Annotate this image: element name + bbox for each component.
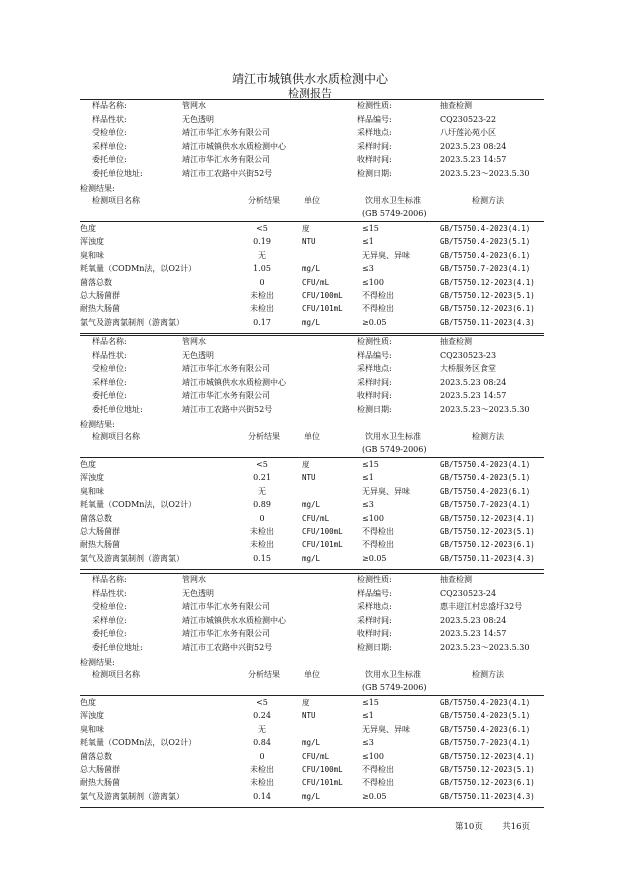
table-row-result: 0 [259,277,265,287]
table-row-standard: ≤1 [362,711,374,721]
page-footer [455,820,530,832]
table-row-unit: CFU/100mL [302,765,343,774]
field-value: 靖江市华汇水务有限公司 [182,391,270,401]
field-value: 2023.5.23 08:24 [440,377,507,387]
table-row-item: 总大肠菌群 [80,291,120,300]
table-row-standard: ≤15 [362,460,379,469]
field-value: 靖江市工农路中兴街52号 [182,169,273,178]
table-row-result: <5 [256,224,268,233]
table-row-unit: mg/L [302,500,321,510]
field-value: 抽查检测 [440,101,472,110]
table-row-item: 色度 [80,460,96,469]
field-label: 样品性状: [92,588,127,598]
table-row-item: 浑浊度 [80,473,104,483]
table-row-standard: ≥0.05 [362,553,387,563]
table-row-unit: CFU/mL [302,751,330,761]
table-row-result: 0.17 [253,317,271,327]
field-label: 检测性质: [357,337,392,346]
field-label: 收样时间: [357,155,392,165]
field-label: 样品名称: [92,575,127,584]
table-row-method: GB/T5750.12-2023(6.1) [440,778,535,788]
table-row-method: GB/T5750.7-2023(4.1) [440,500,531,510]
table-row-standard: 无异臭、异味 [362,486,410,496]
field-value: 靖江市华汇水务有限公司 [182,602,270,612]
col-header-method: 检测方法 [472,432,504,441]
table-row-result: 0.19 [253,237,271,247]
table-row-unit: NTU [302,711,316,721]
table-row-method: GB/T5750.12-2023(4.1) [440,513,535,523]
table-row-method: GB/T5750.4-2023(6.1) [440,250,531,260]
table-row-standard: ≤100 [362,513,384,523]
field-label: 采样时间: [357,141,392,151]
table-row-unit: CFU/101mL [302,540,343,550]
field-label: 检测日期: [357,169,392,178]
table-row-result: 0.21 [253,473,271,483]
table-row-standard: ≥0.05 [362,791,387,801]
col-header-unit: 单位 [304,670,320,679]
table-row-unit: mg/L [302,317,321,327]
table-row-item: 总大肠菌群 [80,527,120,536]
table-row-result: <5 [256,460,268,469]
field-label: 收样时间: [357,391,392,401]
table-row-item: 菌落总数 [80,751,112,761]
field-label: 样品性状: [92,114,127,124]
table-row-standard: ≤100 [362,751,384,761]
field-label: 采样地点: [357,364,392,374]
table-row-method: GB/T5750.12-2023(6.1) [440,540,535,550]
table-row-method: GB/T5750.7-2023(4.1) [440,738,531,748]
field-value: 2023.5.23～2023.5.30 [440,405,530,414]
col-header-standard-sub: (GB 5749-2006) [362,445,427,454]
col-header-standard-sub: (GB 5749-2006) [362,683,427,692]
table-row-method: GB/T5750.4-2023(4.1) [440,224,531,233]
header-rule [80,695,544,696]
field-value: 管网水 [182,337,206,346]
block-bottom-rule [80,807,544,808]
table-row-item: 浑浊度 [80,237,104,247]
field-value: 无色透明 [182,114,214,124]
table-row-standard: 不得检出 [362,291,394,300]
results-label: 检测结果: [80,184,115,193]
table-row-standard: 不得检出 [362,778,394,788]
field-value: 抽查检测 [440,575,472,584]
table-row-method: GB/T5750.4-2023(4.1) [440,460,531,469]
table-row-method: GB/T5750.12-2023(5.1) [440,765,535,774]
field-label: 样品名称: [92,337,127,346]
field-label: 检测性质: [357,101,392,110]
table-row-unit: CFU/101mL [302,304,343,314]
field-label: 样品编号: [357,114,392,124]
table-row-unit: mg/L [302,264,321,274]
table-row-result: 0.84 [253,738,271,748]
field-value: CQ230523-24 [440,588,497,598]
table-row-item: 耗氧量（CODMn法，以O2计） [80,264,197,274]
field-value: 2023.5.23 14:57 [440,155,507,165]
table-row-item: 总大肠菌群 [80,765,120,774]
table-row-standard: 无异臭、异味 [362,250,410,260]
table-row-standard: 不得检出 [362,527,394,536]
table-row-standard: ≤1 [362,237,374,247]
table-row-item: 耗氧量（CODMn法，以O2计） [80,738,197,748]
table-row-unit: NTU [302,473,316,483]
table-row-result: 无 [258,250,266,260]
table-row-item: 耐热大肠菌 [80,540,120,550]
table-row-unit: CFU/mL [302,277,330,287]
block-bottom-rule [80,569,544,570]
table-row-result: 无 [258,724,266,734]
field-value: 大桥服务区食堂 [440,364,496,374]
results-label: 检测结果: [80,420,115,429]
table-row-standard: ≤3 [362,500,374,510]
header-rule [80,457,544,458]
table-row-unit: 度 [302,460,310,469]
block-top-rule [80,573,544,574]
field-label: 样品性状: [92,350,127,360]
field-label: 委托单位地址: [92,169,143,178]
table-row-result: 0.89 [253,500,271,510]
field-value: 无色透明 [182,350,214,360]
table-row-method: GB/T5750.12-2023(6.1) [440,304,535,314]
table-row-method: GB/T5750.11-2023(4.3) [440,553,535,563]
table-row-result: 未检出 [250,765,274,774]
col-header-standard: 饮用水卫生标准 [365,196,421,205]
field-label: 检测日期: [357,405,392,414]
field-value: 靖江市城镇供水水质检测中心 [182,141,286,151]
table-row-result: 无 [258,486,266,496]
table-row-method: GB/T5750.4-2023(5.1) [440,711,531,721]
field-value: 管网水 [182,101,206,110]
col-header-item: 检测项目名称 [92,196,140,205]
table-row-standard: ≤3 [362,738,374,748]
field-value: 无色透明 [182,588,214,598]
table-row-unit: 度 [302,698,310,707]
table-row-standard: 不得检出 [362,540,394,550]
table-row-unit: 度 [302,224,310,233]
block-top-rule [80,99,544,100]
table-row-standard: ≤15 [362,698,379,707]
col-header-standard: 饮用水卫生标准 [365,432,421,441]
table-row-item: 臭和味 [80,250,104,260]
page-number: 第10页 [455,822,483,832]
field-label: 受检单位: [92,128,127,138]
table-row-method: GB/T5750.12-2023(4.1) [440,751,535,761]
field-value: 靖江市华汇水务有限公司 [182,364,270,374]
col-header-result: 分析结果 [248,432,280,441]
field-label: 样品编号: [357,350,392,360]
col-header-method: 检测方法 [472,670,504,679]
table-row-result: 未检出 [250,291,274,300]
table-row-result: <5 [256,698,268,707]
table-row-standard: ≤15 [362,224,379,233]
table-row-item: 耗氧量（CODMn法，以O2计） [80,500,197,510]
table-row-item: 色度 [80,698,96,707]
field-value: CQ230523-22 [440,114,497,124]
table-row-item: 氯气及游离氯制剂（游离氯） [80,317,184,327]
page-total: 共16页 [502,822,531,832]
table-row-standard: ≤1 [362,473,374,483]
field-label: 样品编号: [357,588,392,598]
field-label: 委托单位地址: [92,405,143,414]
field-value: 靖江市工农路中兴街52号 [182,643,273,652]
report-org-title: 靖江市城镇供水水质检测中心 [231,72,388,86]
table-row-item: 菌落总数 [80,513,112,523]
table-row-method: GB/T5750.12-2023(5.1) [440,527,535,536]
table-row-result: 0 [259,751,265,761]
table-row-item: 氯气及游离氯制剂（游离氯） [80,553,184,563]
field-value: 2023.5.23 08:24 [440,141,507,151]
field-label: 委托单位地址: [92,643,143,652]
table-row-item: 浑浊度 [80,711,104,721]
table-row-standard: 无异臭、异味 [362,724,410,734]
table-row-unit: NTU [302,237,316,247]
field-value: 2023.5.23～2023.5.30 [440,169,530,178]
field-value: 2023.5.23～2023.5.30 [440,643,530,652]
table-row-method: GB/T5750.4-2023(4.1) [440,698,531,707]
table-row-item: 臭和味 [80,724,104,734]
table-row-unit: CFU/100mL [302,291,343,300]
field-label: 采样时间: [357,615,392,625]
field-value: 惠丰迎江村忠盛圩32号 [440,602,523,612]
col-header-item: 检测项目名称 [92,432,140,441]
table-row-item: 菌落总数 [80,277,112,287]
field-label: 检测日期: [357,643,392,652]
table-row-result: 0.15 [253,553,271,563]
col-header-standard: 饮用水卫生标准 [365,670,421,679]
field-value: 靖江市华汇水务有限公司 [182,629,270,639]
table-row-result: 未检出 [250,778,274,788]
field-label: 收样时间: [357,629,392,639]
field-label: 委托单位: [92,629,127,639]
table-row-method: GB/T5750.11-2023(4.3) [440,791,535,801]
table-row-method: GB/T5750.4-2023(5.1) [440,473,531,483]
field-label: 采样单位: [92,141,127,151]
block-top-rule [80,335,544,336]
table-row-item: 耐热大肠菌 [80,304,120,314]
field-label: 采样时间: [357,377,392,387]
table-row-item: 色度 [80,224,96,233]
table-row-result: 0.24 [253,711,271,721]
field-label: 受检单位: [92,364,127,374]
col-header-method: 检测方法 [472,196,504,205]
table-row-method: GB/T5750.7-2023(4.1) [440,264,531,274]
col-header-unit: 单位 [304,196,320,205]
field-value: 2023.5.23 14:57 [440,391,507,401]
table-row-result: 1.05 [253,264,271,274]
field-label: 委托单位: [92,391,127,401]
table-row-unit: mg/L [302,791,321,801]
table-row-method: GB/T5750.4-2023(5.1) [440,237,531,247]
table-row-result: 未检出 [250,304,274,314]
field-label: 受检单位: [92,602,127,612]
field-value: 抽查检测 [440,337,472,346]
field-label: 采样地点: [357,602,392,612]
table-row-item: 耐热大肠菌 [80,778,120,788]
table-row-result: 0 [259,513,265,523]
table-row-result: 未检出 [250,540,274,550]
table-row-unit: CFU/101mL [302,778,343,788]
table-row-item: 氯气及游离氯制剂（游离氯） [80,791,184,801]
field-value: 靖江市城镇供水水质检测中心 [182,615,286,625]
field-label: 委托单位: [92,155,127,165]
field-label: 检测性质: [357,575,392,584]
table-row-method: GB/T5750.11-2023(4.3) [440,317,535,327]
table-row-unit: mg/L [302,738,321,748]
table-row-item: 臭和味 [80,486,104,496]
col-header-result: 分析结果 [248,670,280,679]
table-row-standard: 不得检出 [362,765,394,774]
field-value: 2023.5.23 14:57 [440,629,507,639]
field-value: 靖江市城镇供水水质检测中心 [182,377,286,387]
col-header-unit: 单位 [304,432,320,441]
field-label: 样品名称: [92,101,127,110]
report-title: 检测报告 [288,87,332,100]
field-value: 靖江市工农路中兴街52号 [182,405,273,414]
results-label: 检测结果: [80,658,115,667]
table-row-unit: CFU/mL [302,513,330,523]
table-row-method: GB/T5750.12-2023(4.1) [440,277,535,287]
col-header-item: 检测项目名称 [92,670,140,679]
table-row-standard: ≥0.05 [362,317,387,327]
table-row-standard: 不得检出 [362,304,394,314]
table-row-result: 0.14 [253,791,271,801]
col-header-standard-sub: (GB 5749-2006) [362,209,427,218]
table-row-unit: CFU/100mL [302,527,343,536]
field-label: 采样单位: [92,377,127,387]
field-value: CQ230523-23 [440,350,497,360]
field-label: 采样地点: [357,128,392,138]
header-rule [80,221,544,222]
table-row-result: 未检出 [250,527,274,536]
table-row-standard: ≤100 [362,277,384,287]
col-header-result: 分析结果 [248,196,280,205]
table-row-method: GB/T5750.4-2023(6.1) [440,486,531,496]
table-row-method: GB/T5750.4-2023(6.1) [440,724,531,734]
table-row-unit: mg/L [302,553,321,563]
table-row-method: GB/T5750.12-2023(5.1) [440,291,535,300]
field-value: 靖江市华汇水务有限公司 [182,128,270,138]
table-row-standard: ≤3 [362,264,374,274]
field-value: 管网水 [182,575,206,584]
field-value: 2023.5.23 08:24 [440,615,507,625]
field-value: 八圩莲沁苑小区 [440,128,496,138]
field-label: 采样单位: [92,615,127,625]
field-value: 靖江市华汇水务有限公司 [182,155,270,165]
